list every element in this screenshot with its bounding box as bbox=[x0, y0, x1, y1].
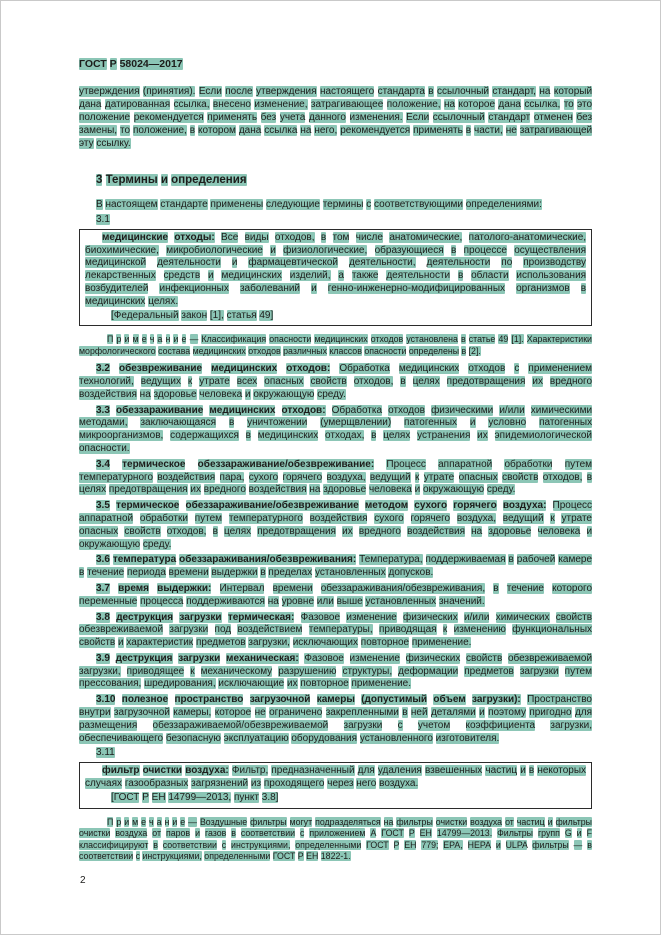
note-label: П р и м е ч а н и е — bbox=[107, 816, 197, 827]
term-name: обезвреживание медицинских отходов: bbox=[118, 363, 331, 375]
term-definition: Процесс аппаратной обработки путем температурного воздействия пара, сухого горячего воздуха, ведущий к утрате опасных свойств отходов, в целях предотвращения их вредного воздействия на здоровье человека и окружающую среду. bbox=[79, 458, 593, 496]
term-paragraph bbox=[79, 554, 592, 580]
term-number: 3.3 bbox=[96, 404, 110, 416]
term-name: обеззараживание медицинских отходов: bbox=[115, 404, 326, 416]
item-number-3-11: 3.11 bbox=[96, 747, 115, 759]
note-label: П р и м е ч а н и е — bbox=[107, 334, 199, 345]
term-definition: Фазовое изменение физических и/или химических свойств обезвреживаемой загрузки под воздействием температуры, приводящая к изменению функциональных свойств и характеристик предметов загрузки, исключающих повторное применение. bbox=[79, 611, 593, 649]
note-2 bbox=[79, 817, 592, 863]
definition-box-medical-waste bbox=[79, 229, 592, 327]
standard-number: ГОСТ Р 58024—2017 bbox=[79, 58, 183, 70]
term-definition: Фильтр, предназначенный для удаления взвешенных частиц и в некоторых случаях газообразных загрязнений из проходящего через него воздуха. bbox=[85, 765, 587, 790]
term-paragraph bbox=[79, 612, 592, 650]
term-number: 3.10 bbox=[96, 694, 116, 706]
term-name: фильтр очистки воздуха: bbox=[102, 765, 229, 777]
term-definition: Пространство внутри загрузочной камеры, которое не ограничено закрепленными в ней деталями и поэтому пригодно для размещения обеззараживаемой/обезвреживаемой загрузки с учетом коэффициента загрузки, обеспечивающего безопасную эксплуатацию оборудования установленного изготовителя. bbox=[79, 694, 593, 744]
note-text: Классификация опасности медицинских отходов установлена в статье 49 [1]. Характеристики морфологического состава медицинских отходов различных классов опасности определены в [2]. bbox=[79, 334, 592, 356]
item-number-3-1: 3.1 bbox=[96, 213, 110, 225]
term-definition: Фазовое изменение физических свойств обезвреживаемой загрузки, приводящее к механическому разрушению структуры, деформации предметов загрузки путем прессования, шредирования, исключающие их повторное применение. bbox=[79, 652, 593, 690]
term-number: 3.4 bbox=[96, 458, 110, 470]
definition-box-air-filter bbox=[79, 762, 592, 808]
term-number: 3.9 bbox=[96, 652, 110, 664]
term-paragraph bbox=[79, 405, 592, 456]
term-name: термическое обеззараживание/обезвреживание методом сухого горячего воздуха: bbox=[116, 500, 547, 512]
term-name: деструкция загрузки термическая: bbox=[116, 611, 295, 623]
term-definition: Все виды отходов, в том числе анатомические, патолого-анатомические, биохимические, микробиологические и физиологические, образующиеся в процессе осуществления медицинской деятельности и фармацевтической деятельности, деятельности по производству лекарственных средств и медицинских изделий, а также деятельности в области использования возбудителей инфекционных заболеваний и генно-инженерно-модифицированных организмов в медицинских целях. bbox=[85, 231, 587, 307]
term-name: медицинские отходы: bbox=[102, 231, 215, 243]
note-text: Воздушные фильтры могут подразделяться на фильтры очистки воздуха от частиц и фильтры очистки воздуха от паров и газов в соответствии с приложением А ГОСТ Р ЕН 14799—2013. Фильтры групп G и F классифицируют в соответствии с инструкциями, определенными ГОСТ Р ЕН 779; ЕРА, НЕРА и ULPA фильтры — в соответствии с инструкциями, определенными ГОСТ Р ЕН 1822-1. bbox=[79, 816, 592, 861]
definition-paragraph bbox=[85, 765, 586, 791]
term-definition: Обработка медицинских отходов с применением технологий, ведущих к утрате всех опасных свойств отходов, в целях предотвращения их вредного воздействия на здоровье человека и окружающую среду. bbox=[79, 363, 593, 400]
term-definition: Процесс аппаратной обработки путем температурного воздействия сухого горячего воздуха, ведущий к утрате опасных свойств отходов, в целях предотвращения их вредного воздействия на здоровье человека и окружающую среду. bbox=[79, 500, 593, 550]
term-definition: Обработка отходов физическими и/или химическими методами, заключающаяся в уничтожении (умерщвлении) патогенных и условно патогенных микроорганизмов, содержащихся в медицинских отходах, в целях устранения их эпидемиологической опасности. bbox=[79, 404, 593, 454]
note-1 bbox=[79, 334, 592, 357]
term-paragraph bbox=[79, 363, 592, 401]
term-name: время выдержки: bbox=[118, 582, 212, 594]
term-number: 3.2 bbox=[96, 363, 110, 375]
term-name: полезное пространство загрузочной камеры (допустимый объем загрузки): bbox=[121, 694, 521, 706]
term-number: 3.8 bbox=[96, 611, 110, 623]
term-paragraph bbox=[79, 694, 592, 745]
section-title: 3 Термины и определения bbox=[96, 174, 247, 187]
page-number: 2 bbox=[80, 875, 86, 887]
term-number: 3.6 bbox=[96, 554, 110, 566]
term-paragraph bbox=[79, 583, 592, 609]
section-lead: В настоящем стандарте применены следующие термины с соответствующими определениями: bbox=[96, 199, 542, 211]
term-number: 3.7 bbox=[96, 582, 110, 594]
term-paragraph bbox=[79, 653, 592, 691]
term-name: температура обеззараживания/обезвреживания: bbox=[112, 554, 357, 566]
term-definition: Температура, поддерживаемая в рабочей камере в течение периода времени выдержки в пределах установленных допусков. bbox=[79, 554, 593, 579]
term-definition: Интервал времени обеззараживания/обезвреживания, в течение которого переменные процесса поддерживаются на уровне или выше установленных значений. bbox=[79, 582, 593, 607]
definition-source: [ГОСТ Р ЕН 14799—2013, пункт 3.8] bbox=[111, 791, 279, 803]
term-name: термическое обеззараживание/обезвреживание: bbox=[122, 458, 375, 470]
term-number: 3.5 bbox=[96, 500, 110, 512]
definition-paragraph bbox=[85, 232, 586, 309]
intro-paragraph: утверждения (принятия). Если после утверждения настоящего стандарта в ссылочный стандарт, на который дана датированная ссылка, внесено изменение, затрагивающее положение, на которое дана ссылка, то это положение рекомендуется применять без учета данного изменения. Если ссылочный стандарт отменен без замены, то положение, в котором дана ссылка на него, рекомендуется применять в части, не затрагивающей эту ссылку. bbox=[79, 86, 593, 149]
definition-source: [Федеральный закон [1], статья 49] bbox=[111, 309, 274, 321]
term-name: деструкция загрузки механическая: bbox=[115, 652, 299, 664]
term-paragraph bbox=[79, 459, 592, 497]
term-paragraph bbox=[79, 500, 592, 551]
